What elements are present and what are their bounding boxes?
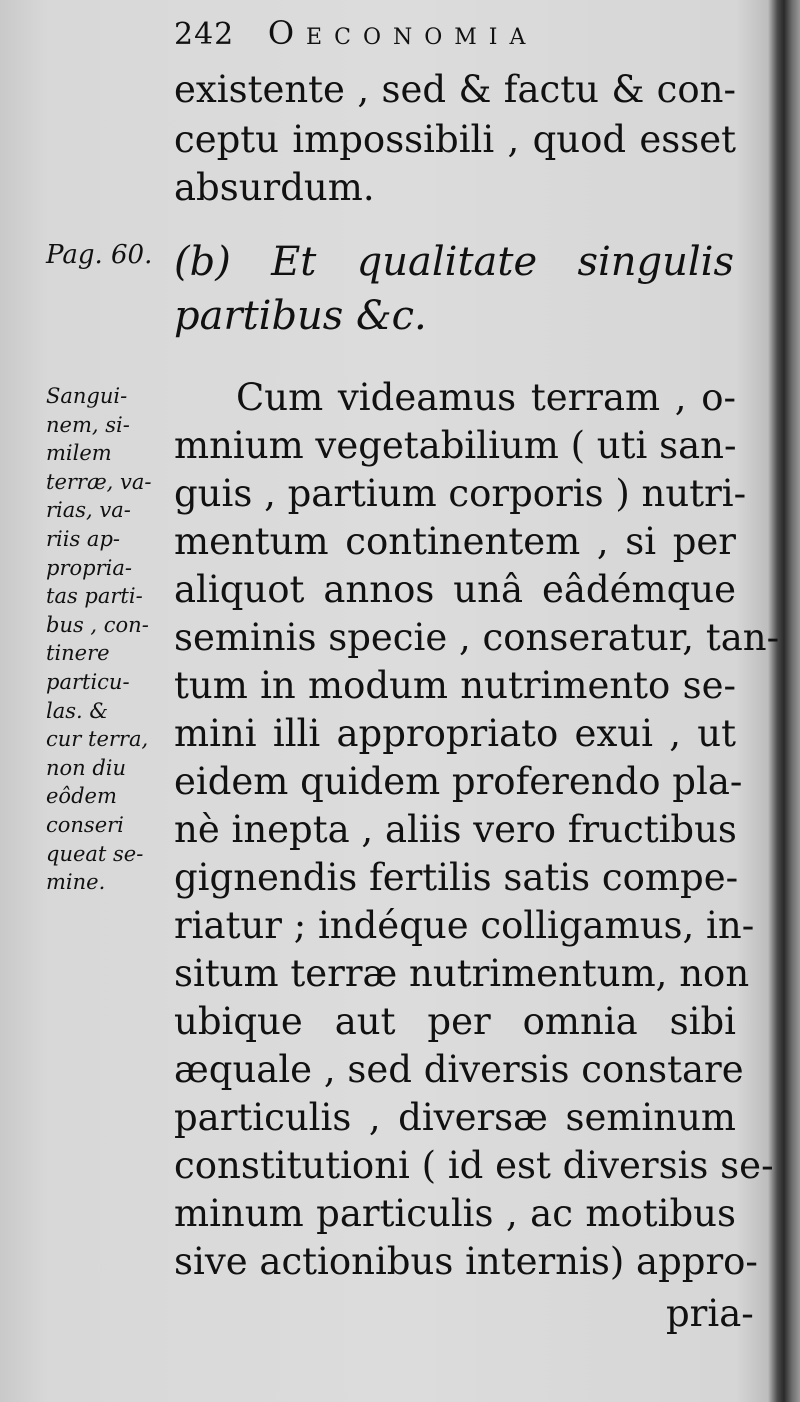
body-line: riatur ; indéque colligamus, in- bbox=[174, 904, 755, 947]
body-line: situm terræ nutrimentum, non bbox=[174, 952, 750, 995]
page-number: 242 bbox=[174, 17, 235, 52]
body-line: aliquot annos unâ eâdémque bbox=[174, 568, 736, 611]
marginal-note bbox=[46, 382, 154, 897]
marginal-note-line: non diu bbox=[46, 755, 127, 780]
body-line: seminis specie , conseratur, tan- bbox=[174, 616, 780, 659]
body-line: mnium vegetabilium ( uti san- bbox=[174, 424, 737, 467]
page-header bbox=[174, 14, 537, 52]
body-line: æquale , sed diversis constare bbox=[174, 1048, 744, 1091]
body-line: Cum videamus terram , o- bbox=[236, 376, 736, 419]
marginal-note-line: tas parti- bbox=[46, 584, 143, 609]
marginal-note-line: particu- bbox=[46, 669, 130, 694]
marginal-note-line: terræ, va- bbox=[46, 469, 152, 494]
body-line: gignendis fertilis satis compe- bbox=[174, 856, 739, 899]
marginal-note-line: propria- bbox=[46, 555, 132, 580]
marginal-note-line: eôdem bbox=[46, 784, 117, 809]
marginal-note-line: milem bbox=[46, 441, 112, 466]
marginal-note-line: mine. bbox=[46, 870, 106, 895]
section-heading: partibus &c. bbox=[174, 293, 427, 339]
text-line: existente , sed & factu & con- bbox=[174, 68, 736, 111]
text-line: ceptu impossibili , quod esset bbox=[174, 118, 736, 161]
body-line: guis , partium corporis ) nutri- bbox=[174, 472, 747, 515]
body-line: eidem quidem proferendo pla- bbox=[174, 760, 743, 803]
body-line: particulis , diversæ seminum bbox=[174, 1096, 736, 1139]
body-line: minum particulis , ac motibus bbox=[174, 1192, 736, 1235]
catchword: pria- bbox=[666, 1292, 754, 1335]
text-line: absurdum. bbox=[174, 166, 375, 209]
body-line: nè inepta , aliis vero fructibus bbox=[174, 808, 737, 851]
body-line: mentum continentem , si per bbox=[174, 520, 736, 563]
marginal-note-line: Sangui- bbox=[46, 384, 128, 408]
running-head: Oeconomia bbox=[267, 14, 538, 52]
marginal-note-line: bus , con- bbox=[46, 612, 149, 637]
marginal-note-line: conseri bbox=[46, 812, 124, 837]
marginal-note-line: cur terra, bbox=[46, 727, 149, 752]
marginal-note-line: rias, va- bbox=[46, 498, 131, 523]
marginal-note-line: riis ap- bbox=[46, 526, 120, 551]
marginal-note-line: nem, si- bbox=[46, 412, 130, 437]
marginal-note-line: las. & bbox=[46, 698, 109, 723]
section-heading: (b) Et qualitate singulis bbox=[174, 239, 734, 285]
body-line: tum in modum nutrimento se- bbox=[174, 664, 736, 707]
body-line: mini illi appropriato exui , ut bbox=[174, 712, 736, 755]
marginal-note-line: queat se- bbox=[46, 841, 144, 866]
page-reference: Pag. 60. bbox=[46, 240, 153, 270]
marginal-note-line: tinere bbox=[46, 641, 110, 666]
body-line: sive actionibus internis) appro- bbox=[174, 1240, 758, 1283]
body-line: ubique aut per omnia sibi bbox=[174, 1000, 736, 1043]
body-line: constitutioni ( id est diversis se- bbox=[174, 1144, 774, 1187]
